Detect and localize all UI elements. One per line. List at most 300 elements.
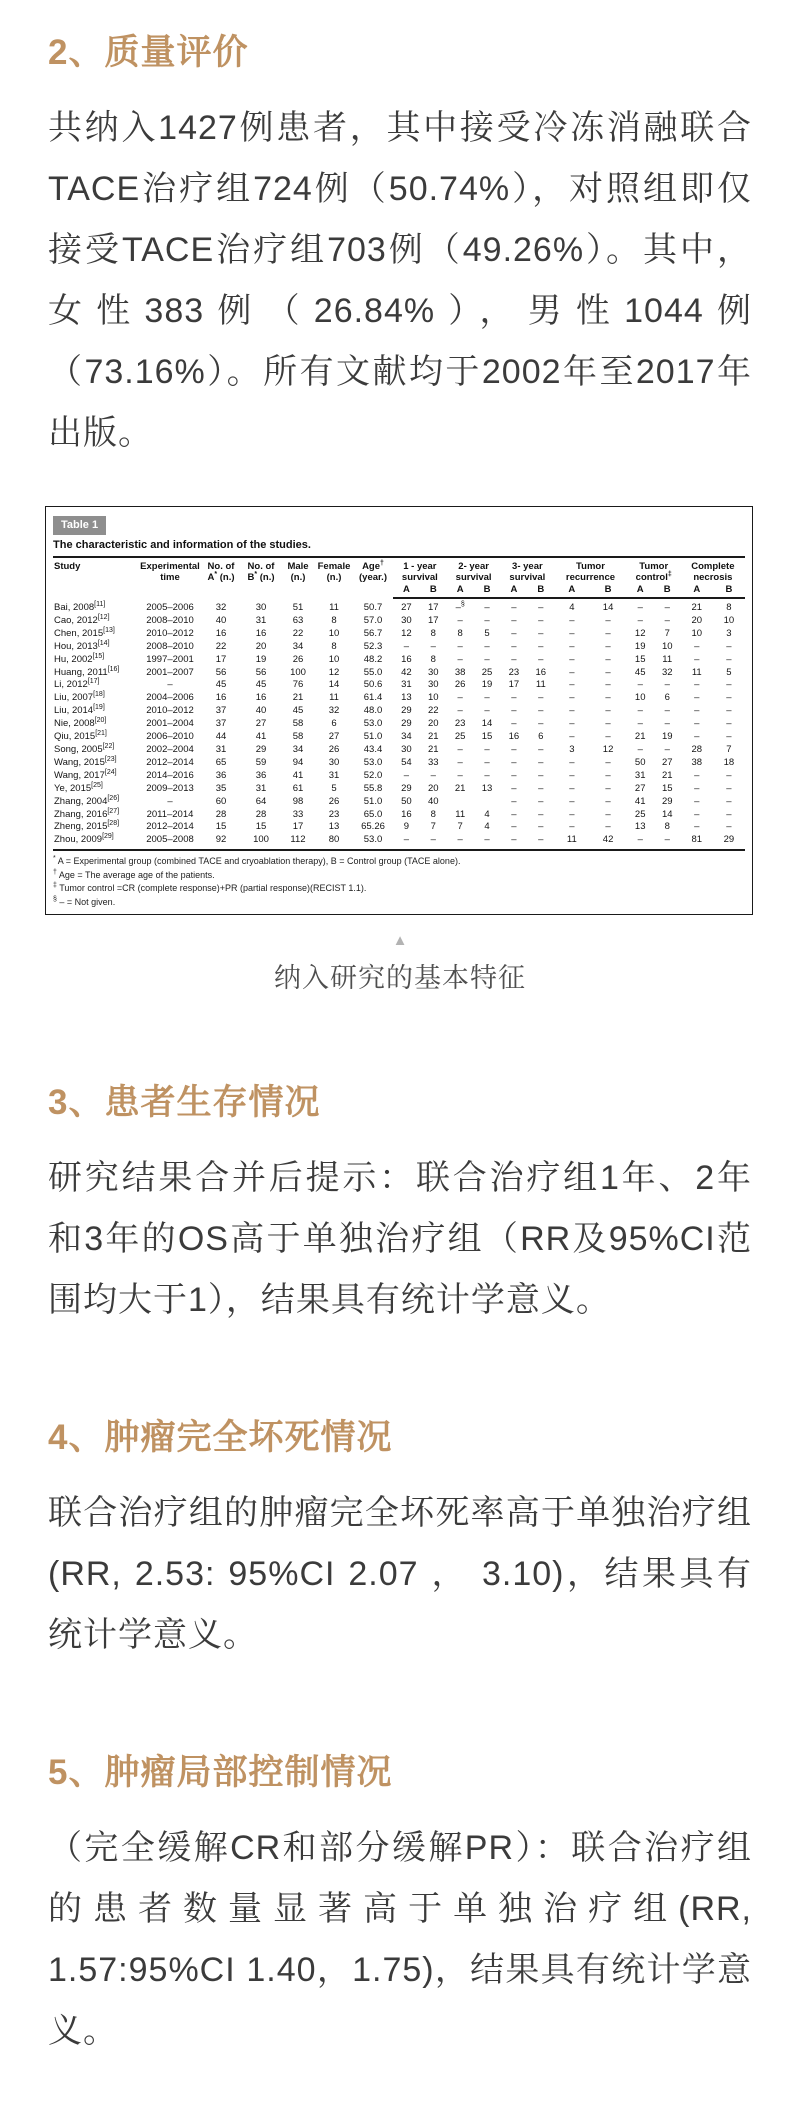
- section-heading: 5、肿瘤局部控制情况: [48, 1753, 393, 1793]
- table-cell: –: [605, 627, 611, 639]
- table-label-chip: Table 1: [53, 516, 106, 535]
- table-cell: –: [538, 718, 544, 730]
- table-row: [53, 795, 745, 808]
- table-cell: 31: [328, 769, 340, 781]
- table-cell: –: [484, 769, 490, 781]
- table-cell: 20: [428, 782, 439, 794]
- table-cell: –: [637, 705, 643, 717]
- table-cell: 100: [241, 834, 281, 850]
- table-cell: –: [569, 821, 575, 833]
- table-cell: 44: [215, 731, 227, 743]
- table-cell: 8: [430, 653, 436, 665]
- table-cell: –: [474, 834, 501, 850]
- table-cell: –: [511, 602, 517, 613]
- table-cell: 5: [331, 782, 337, 794]
- study-cell: Hou, 2013[14]: [54, 639, 110, 652]
- table-row: [53, 743, 745, 756]
- table-cell: –: [605, 795, 611, 807]
- table-cell: 18: [723, 756, 735, 768]
- column-header: No. of A* (n.): [207, 561, 235, 583]
- table-row: [53, 692, 745, 705]
- table-cell: –: [511, 692, 517, 704]
- table-cell: 61.4: [363, 692, 383, 704]
- table-cell: 27: [255, 718, 267, 730]
- table-cell: 9: [403, 821, 410, 833]
- table-cell: –: [726, 653, 732, 665]
- table-cell: –: [511, 705, 517, 717]
- table-cell: 36: [215, 769, 227, 781]
- table-cell: 19: [661, 731, 673, 743]
- table-cell: 53.0: [363, 756, 383, 768]
- table-cell: 19: [634, 640, 646, 652]
- table-cell: 41: [255, 731, 267, 743]
- table-cell: –: [457, 769, 463, 781]
- table-cell: 100: [290, 666, 306, 678]
- table-cell: –: [511, 756, 517, 768]
- table-cell: 14: [661, 808, 673, 820]
- table-cell: 92: [201, 834, 241, 850]
- table-cell: 45: [255, 679, 267, 691]
- table-cell: –: [538, 653, 544, 665]
- table-cell: 11: [662, 653, 673, 665]
- table-cell: –: [447, 834, 474, 850]
- table-cell: 11: [535, 679, 546, 691]
- table-cell: –: [457, 692, 463, 704]
- table-cell: 19: [481, 679, 493, 691]
- table-cell: 42: [401, 666, 412, 678]
- section-paragraph: 研究结果合并后提示：联合治疗组1年、2年和3年的OS高于单独治疗组（RR及95%CI范围均大于1），结果具有统计学意义。: [48, 1159, 752, 1320]
- table-cell: 8: [457, 627, 463, 639]
- study-cell: Nie, 2008[20]: [54, 717, 107, 730]
- table-cell: 53.0: [363, 718, 383, 730]
- table-cell: –: [538, 821, 544, 833]
- table-cell: 50.6: [363, 679, 383, 691]
- table-cell: 2010–2012: [146, 627, 194, 639]
- table-cell: –: [605, 769, 611, 781]
- table-cell: 32: [661, 666, 673, 678]
- table-cell: –: [605, 692, 611, 704]
- table-caption: The characteristic and information of the studies.: [53, 539, 311, 551]
- table-cell: –: [569, 627, 575, 639]
- table-cell: 10: [634, 692, 646, 704]
- table-cell: 8: [664, 821, 670, 833]
- table-cell: 56: [215, 666, 227, 678]
- table-cell: –: [538, 627, 544, 639]
- table-cell: –§: [455, 600, 465, 613]
- study-cell: Cao, 2012[12]: [54, 613, 110, 626]
- column-header: No. of B* (n.): [247, 561, 275, 583]
- table-cell: 8: [726, 602, 732, 613]
- table-cell: 2006–2010: [146, 731, 194, 743]
- table-cell: –: [484, 602, 490, 613]
- column-subheader: B: [589, 583, 626, 598]
- table-footnote: † Age = The average age of the patients.: [53, 868, 215, 880]
- table-cell: 29: [255, 743, 267, 755]
- study-cell: Bai, 2008[11]: [54, 600, 106, 613]
- table-cell: 19: [255, 653, 267, 665]
- table-cell: 38: [454, 666, 466, 678]
- table-cell: 2014–2016: [146, 769, 194, 781]
- table-cell: 14: [328, 679, 340, 691]
- table-cell: 29: [713, 834, 745, 850]
- table-cell: 65.0: [363, 808, 383, 820]
- table-cell: –: [694, 640, 700, 652]
- table-cell: –: [538, 640, 544, 652]
- table-cell: 4: [484, 821, 490, 833]
- table-cell: 21: [428, 743, 439, 755]
- table-cell: –: [569, 718, 575, 730]
- table-cell: –: [457, 705, 463, 717]
- study-cell: Zhang, 2016[27]: [54, 807, 120, 820]
- table-cell: 11: [329, 692, 339, 704]
- table-cell: –: [457, 640, 463, 652]
- column-subheader: B: [420, 583, 447, 598]
- table-cell: 16: [255, 627, 267, 639]
- section-heading: 2、质量评价: [48, 33, 249, 72]
- table-cell: –: [484, 692, 490, 704]
- table-cell: –: [605, 756, 611, 768]
- table-cell: 40: [428, 795, 439, 807]
- table-cell: –: [726, 769, 732, 781]
- table-footnotes: [53, 851, 745, 909]
- table-cell: –: [694, 769, 700, 781]
- table-cell: 2009–2013: [146, 782, 194, 794]
- table-cell: –: [167, 795, 173, 807]
- table-cell: 4: [569, 602, 575, 613]
- table-cell: 25: [481, 666, 493, 678]
- table-cell: –: [726, 718, 732, 730]
- table-cell: 7: [664, 627, 670, 639]
- section-heading: 3、患者生存情况: [48, 1083, 321, 1123]
- column-subheader: B: [527, 583, 554, 598]
- table-cell: 10: [328, 653, 340, 665]
- table-cell: –: [694, 653, 700, 665]
- table-cell: 22: [428, 705, 439, 717]
- table-cell: 29: [401, 718, 412, 730]
- table-cell: –: [457, 756, 463, 768]
- table-cell: 28: [255, 808, 267, 820]
- table-cell: 64: [255, 795, 267, 807]
- table-cell: 45: [634, 666, 646, 678]
- table-cell: 33: [428, 756, 439, 768]
- table-cell: 65: [215, 756, 227, 768]
- collapse-triangle-icon: ▲: [392, 932, 408, 950]
- table-cell: 37: [215, 718, 227, 730]
- table-cell: 36: [255, 769, 267, 781]
- table-cell: 8: [430, 808, 436, 820]
- table-cell: –: [726, 640, 732, 652]
- table-row: [53, 821, 745, 834]
- table-cell: 58: [292, 731, 304, 743]
- table-cell: 15: [481, 731, 493, 743]
- column-group-header: 3- year survival: [509, 561, 546, 583]
- table-cell: 20: [428, 718, 439, 730]
- table-cell: –: [538, 795, 544, 807]
- table-cell: 27: [661, 756, 673, 768]
- column-header: Age† (year.): [359, 559, 387, 583]
- table-cell: 15: [215, 821, 227, 833]
- table-cell: 3: [726, 627, 732, 639]
- table-cell: –: [457, 614, 463, 626]
- table-row: [53, 756, 745, 769]
- table-cell: –: [694, 692, 700, 704]
- table-cell: 6: [538, 731, 544, 743]
- table-cell: –: [484, 756, 490, 768]
- figure-caption: 纳入研究的基本特征: [274, 963, 526, 994]
- table-cell: 65.26: [361, 821, 385, 833]
- table-cell: –: [726, 782, 732, 794]
- table-cell: 10: [723, 614, 735, 626]
- table-cell: 27: [401, 602, 412, 613]
- table-cell: –: [511, 653, 517, 665]
- table-cell: 21: [292, 692, 304, 704]
- table-cell: 2005–2008: [139, 834, 201, 850]
- table-cell: –: [664, 718, 670, 730]
- table-cell: –: [430, 769, 436, 781]
- table-cell: –: [694, 705, 700, 717]
- table-cell: 2001–2007: [146, 666, 194, 678]
- table-cell: –: [664, 705, 670, 717]
- table-cell: 30: [255, 601, 267, 613]
- table-cell: 76: [292, 679, 304, 691]
- study-cell: Qiu, 2015[21]: [54, 729, 107, 743]
- table-cell: 11: [455, 808, 466, 820]
- table-cell: –: [569, 795, 575, 807]
- table-cell: –: [420, 834, 447, 850]
- table-cell: 2008–2010: [146, 614, 194, 626]
- table-cell: –: [511, 718, 517, 730]
- table-cell: 8: [331, 640, 337, 652]
- table-cell: 13: [481, 782, 493, 794]
- table-cell: –: [637, 614, 643, 626]
- table-row: [53, 598, 745, 614]
- table-cell: –: [569, 769, 575, 781]
- table-cell: 12: [634, 627, 646, 639]
- table-cell: –: [694, 718, 700, 730]
- table-cell: 26: [454, 679, 466, 691]
- table-cell: –: [167, 679, 173, 691]
- table-cell: 31: [634, 769, 646, 781]
- column-subheader: B: [713, 583, 745, 598]
- table-cell: –: [726, 692, 732, 704]
- table-cell: 11: [329, 601, 339, 613]
- table-cell: 55.8: [363, 782, 383, 794]
- table-cell: –: [664, 602, 670, 613]
- table-cell: 5: [484, 627, 490, 639]
- table-cell: 50: [634, 756, 646, 768]
- table-cell: 22: [292, 627, 304, 639]
- table-cell: –: [605, 640, 611, 652]
- table-cell: –: [538, 602, 544, 613]
- table-cell: –: [430, 640, 436, 652]
- table-cell: 15: [255, 821, 267, 833]
- table-cell: 20: [691, 614, 703, 626]
- table-cell: 16: [215, 627, 227, 639]
- table-cell: –: [627, 834, 654, 850]
- table-cell: 40: [255, 705, 267, 717]
- table-cell: 51.0: [363, 795, 383, 807]
- table-cell: 33: [292, 808, 304, 820]
- table-cell: –: [694, 821, 700, 833]
- table-cell: –: [694, 731, 700, 743]
- table-cell: –: [538, 705, 544, 717]
- table-footnote: § – = Not given.: [53, 895, 116, 907]
- study-cell: Li, 2012[17]: [54, 678, 100, 691]
- table-row: [53, 769, 745, 782]
- table-cell: 10: [691, 627, 703, 639]
- study-cell: Zheng, 2015[28]: [54, 820, 120, 833]
- table-cell: 7: [430, 821, 436, 833]
- section-paragraph: 联合治疗组的肿瘤完全坏死率高于单独治疗组(RR, 2.53: 95%CI 2.07 ， 3.10)，结果具有统计学意义。: [48, 1494, 752, 1655]
- table-cell: 1997–2001: [146, 653, 194, 665]
- table-cell: 20: [255, 640, 267, 652]
- table-cell: 17: [428, 614, 439, 626]
- table-cell: 35: [215, 782, 227, 794]
- table-cell: 45: [215, 679, 227, 691]
- column-header: Female (n.): [317, 561, 351, 583]
- table-cell: 2008–2010: [146, 640, 194, 652]
- table-cell: –: [605, 614, 611, 626]
- table-row: [53, 666, 745, 679]
- table-cell: –: [694, 679, 700, 691]
- table-cell: –: [457, 653, 463, 665]
- table-cell: –: [726, 731, 732, 743]
- study-cell: Liu, 2014[19]: [54, 704, 105, 717]
- table-row: [53, 834, 745, 850]
- table-cell: 41: [292, 769, 304, 781]
- study-cell: Wang, 2015[23]: [54, 755, 117, 768]
- table-cell: –: [511, 640, 517, 652]
- table-cell: 12: [602, 743, 614, 755]
- study-cell: Liu, 2007[18]: [54, 691, 105, 704]
- column-group-header: Tumor control‡: [635, 561, 672, 583]
- table-cell: –: [569, 653, 575, 665]
- table-cell: 29: [401, 705, 412, 717]
- table-cell: 2011–2014: [146, 808, 194, 820]
- table-cell: 94: [292, 756, 304, 768]
- table-cell: 10: [328, 627, 340, 639]
- table-cell: 52.0: [363, 769, 383, 781]
- table-cell: 8: [430, 627, 436, 639]
- table-cell: –: [511, 808, 517, 820]
- study-table-figure[interactable]: [48, 506, 752, 915]
- table-cell: –: [484, 614, 490, 626]
- section-quality-review: [48, 30, 752, 464]
- table-cell: 8: [331, 614, 337, 626]
- table-cell: –: [569, 679, 575, 691]
- table-cell: 23: [454, 718, 466, 730]
- table-cell: 38: [691, 756, 703, 768]
- table-cell: 16: [215, 692, 227, 704]
- table-cell: 16: [255, 692, 267, 704]
- table-cell: –: [527, 834, 554, 850]
- table-cell: 31: [401, 679, 412, 691]
- column-group-header: Tumor recurrence: [565, 561, 616, 583]
- table-cell: –: [457, 743, 463, 755]
- table-cell: –: [605, 718, 611, 730]
- table-cell: 23: [328, 808, 340, 820]
- table-cell: –: [538, 808, 544, 820]
- table-cell: –: [726, 705, 732, 717]
- table-cell: –: [605, 821, 611, 833]
- table-cell: 42: [589, 834, 626, 850]
- column-header: Study: [54, 561, 81, 572]
- column-header: Male (n.): [287, 561, 309, 583]
- table-cell: 51: [292, 601, 304, 613]
- table-cell: –: [569, 692, 575, 704]
- table-cell: 26: [292, 653, 304, 665]
- table-cell: 59: [255, 756, 267, 768]
- table-cell: 58: [292, 718, 304, 730]
- table-cell: 21: [634, 731, 646, 743]
- table-cell: 54: [401, 756, 412, 768]
- table-cell: 45: [292, 705, 304, 717]
- table-cell: –: [538, 743, 544, 755]
- table-cell: –: [637, 718, 643, 730]
- table-cell: [447, 795, 474, 808]
- table-cell: 98: [292, 795, 304, 807]
- table-cell: –: [569, 808, 575, 820]
- table-cell: –: [637, 743, 643, 755]
- table-cell: 14: [602, 602, 614, 613]
- table-cell: –: [605, 666, 611, 678]
- table-cell: 56.7: [363, 627, 383, 639]
- table-cell: 50: [401, 795, 412, 807]
- table-cell: –: [484, 743, 490, 755]
- table-cell: 27: [328, 731, 340, 743]
- table-cell: 10: [661, 640, 673, 652]
- table-cell: 53.0: [353, 834, 393, 850]
- table-cell: –: [538, 769, 544, 781]
- table-cell: 2004–2006: [146, 692, 194, 704]
- table-image-frame[interactable]: [45, 506, 753, 915]
- column-subheader: A: [554, 583, 589, 598]
- table-cell: 34: [292, 743, 304, 755]
- table-cell: –: [569, 756, 575, 768]
- table-cell: 13: [401, 692, 412, 704]
- table-cell: –: [511, 821, 517, 833]
- table-cell: 16: [508, 731, 520, 743]
- table-cell: 37: [215, 705, 227, 717]
- table-cell: 15: [661, 782, 673, 794]
- table-cell: –: [538, 692, 544, 704]
- table-cell: –: [605, 679, 611, 691]
- table-cell: 6: [331, 718, 337, 730]
- table-cell: 51.0: [363, 731, 383, 743]
- table-cell: –: [511, 795, 517, 807]
- table-cell: –: [538, 756, 544, 768]
- table-cell: 30: [401, 614, 412, 626]
- column-subheader: B: [474, 583, 501, 598]
- column-subheader: A: [501, 583, 528, 598]
- study-cell: Chen, 2015[13]: [54, 626, 115, 639]
- table-cell: –: [637, 679, 643, 691]
- table-cell: 61: [292, 782, 304, 794]
- table-cell: 29: [661, 795, 673, 807]
- table-footnote: ‡ Tumor control =CR (complete response)+PR (partial response)(RECIST 1.1).: [53, 882, 367, 894]
- table-cell: 21: [454, 782, 466, 794]
- section-patient-survival: [48, 1080, 752, 1331]
- table-cell: –: [484, 640, 490, 652]
- table-cell: –: [726, 795, 732, 807]
- table-cell: –: [569, 731, 575, 743]
- table-cell: –: [664, 743, 670, 755]
- table-cell: –: [694, 808, 700, 820]
- table-row: [53, 782, 745, 795]
- table-cell: 11: [691, 666, 702, 678]
- table-cell: –: [511, 743, 517, 755]
- study-cell: Ye, 2015[25]: [54, 781, 103, 794]
